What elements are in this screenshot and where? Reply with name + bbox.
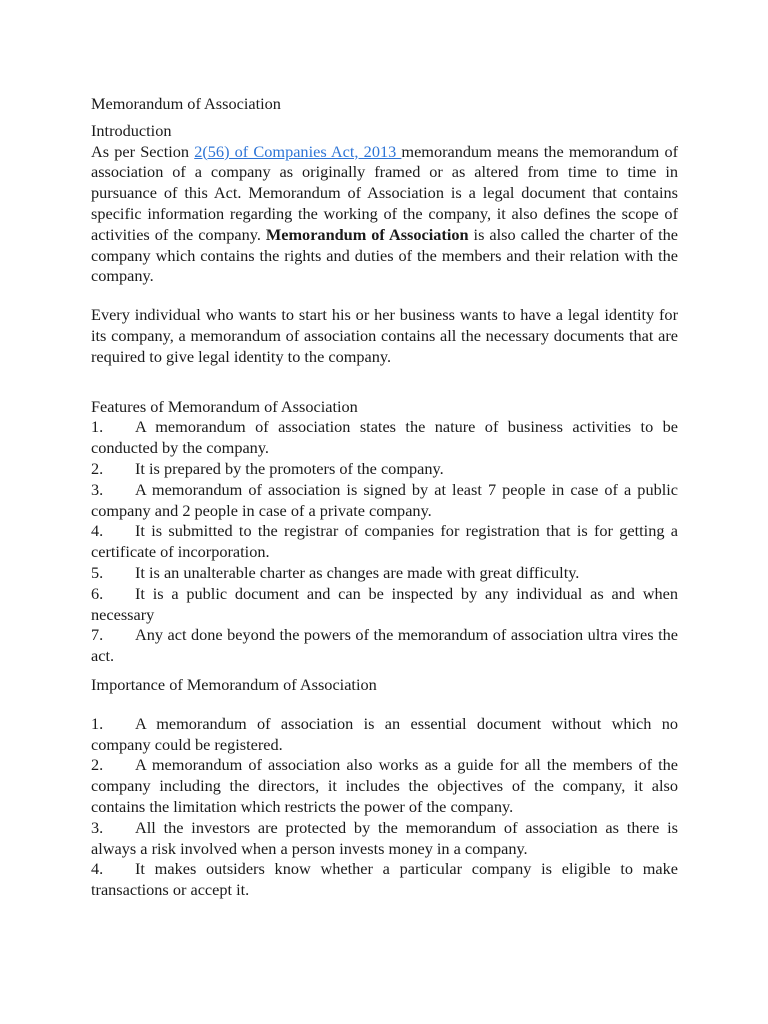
intro-p1-before-link: As per Section [91, 141, 195, 161]
list-item [91, 755, 678, 817]
document-body [91, 94, 678, 901]
importance-list [91, 714, 678, 901]
spacer [91, 667, 678, 675]
list-item [91, 417, 678, 459]
list-item-text: All the investors are protected by the memorandum of association as there is always a risk involved when a person invests money in a company. [91, 817, 678, 858]
list-item-text: A memorandum of association also works as a guide for all the members of the company including the directors, it includes the objectives of the company, it also contains the limitation which restricts the power of the company. [91, 755, 678, 816]
list-item-number: 4. [91, 521, 104, 541]
list-item-number: 3. [91, 817, 104, 837]
list-item [91, 521, 678, 563]
importance-heading: Importance of Memorandum of Association [91, 674, 377, 694]
list-item-number: 1. [91, 713, 104, 733]
spacer [91, 287, 678, 305]
intro-p1-bold: Memorandum of Association [265, 224, 469, 244]
document-title: Memorandum of Association [91, 94, 281, 113]
list-item-number: 3. [91, 479, 104, 499]
list-item-number: 2. [91, 458, 104, 478]
list-item-text: It makes outsiders know whether a particular company is eligible to make transactions or accept it. [91, 859, 678, 900]
list-item-number: 4. [91, 859, 104, 879]
spacer [91, 368, 678, 397]
list-item [91, 818, 678, 860]
list-item-number: 1. [91, 417, 104, 437]
list-item [91, 859, 678, 901]
companies-act-link[interactable]: 2(56) of Companies Act, 2013 [194, 141, 402, 161]
list-item-text: It is a public document and can be inspected by any individual as and when necessary [91, 583, 678, 624]
intro-p1-after-link: memorandum means the memorandum of association of a company as originally framed or as altered from time to time in pursuance of this Act. Memorandum of Association is a legal document that contains specific information regarding the working of the company, it also defines the scope of activities of the company. [91, 141, 679, 244]
intro-paragraph-1 [91, 142, 678, 288]
list-item-text: A memorandum of association states the nature of business activities to be conducted by the company. [91, 417, 678, 458]
list-item-text: It is submitted to the registrar of companies for registration that is for getting a certificate of incorporation. [91, 521, 678, 562]
intro-heading: Introduction [91, 120, 172, 140]
list-item-text: A memorandum of association is an essential document without which no company could be registered. [91, 713, 678, 754]
list-item-number: 6. [91, 583, 104, 603]
features-list [91, 417, 678, 667]
spacer [91, 696, 678, 714]
list-item [91, 480, 678, 522]
list-item [91, 625, 678, 667]
list-item-number: 5. [91, 562, 104, 582]
list-item-number: 7. [91, 625, 104, 645]
features-heading: Features of Memorandum of Association [91, 396, 358, 416]
list-item [91, 459, 678, 480]
list-item [91, 714, 678, 756]
list-item-text: A memorandum of association is signed by at least 7 people in case of a public company and 2 people in case of a private company. [91, 479, 678, 520]
list-item-number: 2. [91, 755, 104, 775]
list-item [91, 563, 678, 584]
list-item-text: It is an unalterable charter as changes are made with great difficulty. [135, 562, 580, 582]
list-item-text: Any act done beyond the powers of the memorandum of association ultra vires the act. [91, 625, 678, 666]
list-item-text: It is prepared by the promoters of the company. [135, 458, 444, 478]
list-item [91, 584, 678, 626]
intro-paragraph-2: Every individual who wants to start his or her business wants to have a legal identity for its company, a memorandum of association contains all the necessary documents that are required to give legal identity to the company. [91, 305, 678, 366]
intro-p1-end: is also called the charter of the company which contains the rights and duties of the members and their relation with the company. [91, 224, 679, 286]
